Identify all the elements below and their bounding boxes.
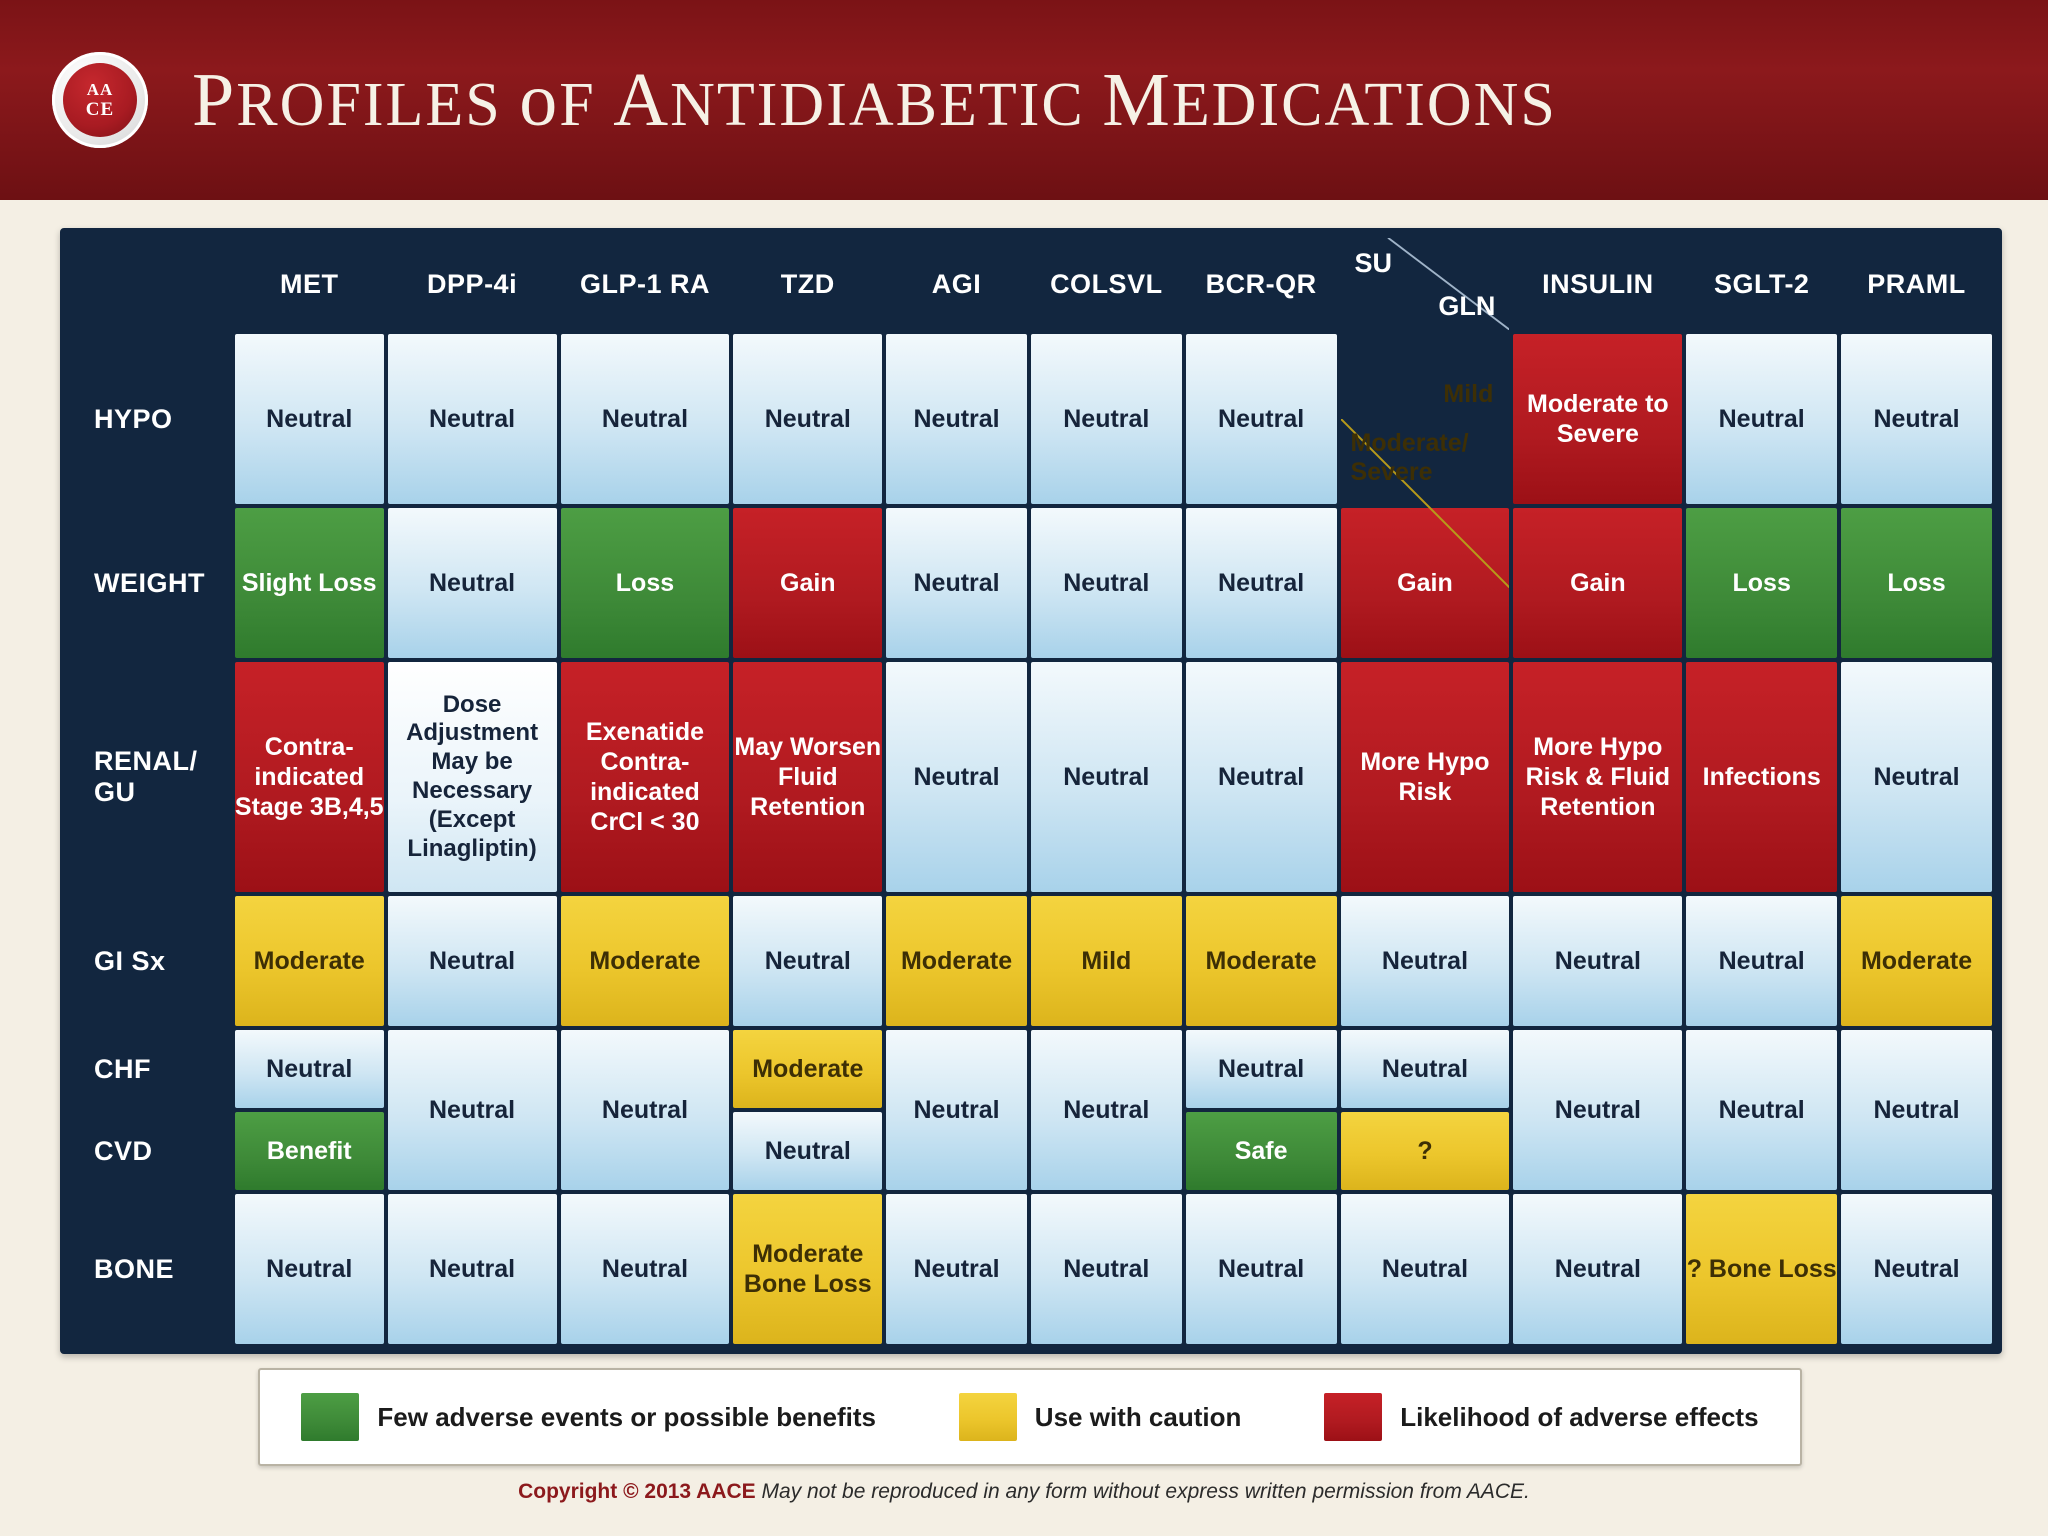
cell-chf-tzd: Moderate (733, 1030, 882, 1108)
legend-label-yellow: Use with caution (1034, 1401, 1242, 1432)
cell-chf-bcrqr: Neutral (1186, 1030, 1337, 1108)
cell-weight-tzd: Gain (733, 508, 882, 658)
table-row (70, 1030, 1992, 1108)
row-header-renal-gu: RENAL/ GU (70, 662, 231, 892)
cell-hypo-tzd: Neutral (733, 334, 882, 504)
cell-gi-sglt2: Neutral (1686, 896, 1837, 1026)
table-row (70, 896, 1992, 1026)
cell-gi-praml: Moderate (1841, 896, 1992, 1026)
cell-hypo-agi: Neutral (886, 334, 1027, 504)
cell-weight-glp1ra: Loss (561, 508, 730, 658)
cell-chf-cvd-praml: Neutral (1841, 1030, 1992, 1190)
column-header-insulin: INSULIN (1513, 238, 1682, 330)
cell-gi-met: Moderate (235, 896, 384, 1026)
row-header-hypo: HYPO (70, 334, 231, 504)
table-row (70, 1194, 1992, 1344)
cell-renal-bcrqr: Neutral (1186, 662, 1337, 892)
medication-profile-table (60, 228, 2002, 1354)
legend-label-green: Few adverse events or possible benefits (377, 1401, 876, 1432)
cell-gi-tzd: Neutral (733, 896, 882, 1026)
cell-weight-insulin: Gain (1513, 508, 1682, 658)
footer-note: May not be reproduced in any form without express written permission from AACE. (761, 1480, 1530, 1503)
legend-swatch-red-icon (1324, 1393, 1382, 1441)
cell-gi-agi: Moderate (886, 896, 1027, 1026)
legend-swatch-yellow-icon (959, 1393, 1017, 1441)
table-row (70, 508, 1992, 658)
cell-chf-su-gln: Neutral (1341, 1030, 1510, 1108)
cell-hypo-dpp4i: Neutral (388, 334, 557, 504)
cell-hypo-met: Neutral (235, 334, 384, 504)
logo-bottom-text: CE (85, 99, 115, 120)
cell-gi-dpp4i: Neutral (388, 896, 557, 1026)
column-header-colsvl: COLSVL (1031, 238, 1182, 330)
cell-hypo-praml: Neutral (1841, 334, 1992, 504)
legend-item-yellow (959, 1393, 1242, 1441)
cell-weight-bcrqr: Neutral (1186, 508, 1337, 658)
column-header-bcrqr: BCR-QR (1186, 238, 1337, 330)
cell-weight-praml: Loss (1841, 508, 1992, 658)
cell-chf-cvd-agi: Neutral (886, 1030, 1027, 1190)
cell-cvd-tzd: Neutral (733, 1112, 882, 1190)
cell-weight-agi: Neutral (886, 508, 1027, 658)
footer (0, 1480, 2048, 1504)
cell-bone-glp1ra: Neutral (561, 1194, 730, 1344)
cell-chf-cvd-dpp4i: Neutral (388, 1030, 557, 1190)
legend-item-red (1324, 1393, 1758, 1441)
cell-renal-praml: Neutral (1841, 662, 1992, 892)
cell-chf-cvd-glp1ra: Neutral (561, 1030, 730, 1190)
cell-chf-met: Neutral (235, 1030, 384, 1108)
cell-gi-insulin: Neutral (1513, 896, 1682, 1026)
cell-bone-met: Neutral (235, 1194, 384, 1344)
cell-renal-glp1ra: Exenatide Contra-indicated CrCl < 30 (561, 662, 730, 892)
column-header-sglt2: SGLT-2 (1686, 238, 1837, 330)
cell-weight-met: Slight Loss (235, 508, 384, 658)
cell-hypo-sglt2: Neutral (1686, 334, 1837, 504)
aace-logo-inner (63, 63, 137, 137)
cell-gi-su-gln: Neutral (1341, 896, 1510, 1026)
legend-swatch-green-icon (301, 1393, 359, 1441)
cell-renal-sglt2: Infections (1686, 662, 1837, 892)
corner-cell (70, 238, 231, 330)
cell-hypo-bcrqr: Neutral (1186, 334, 1337, 504)
cell-hypo-insulin: Moderate to Severe (1513, 334, 1682, 504)
cell-renal-agi: Neutral (886, 662, 1027, 892)
column-header-gln: GLN (1438, 291, 1496, 321)
cell-bone-su-gln: Neutral (1341, 1194, 1510, 1344)
cell-weight-colsvl: Neutral (1031, 508, 1182, 658)
page-title: PROFILES oF ANTIDIABETIC MEDICATIONS (192, 57, 1557, 142)
table-row (70, 334, 1992, 504)
cell-cvd-met: Benefit (235, 1112, 384, 1190)
row-header-chf: CHF (70, 1030, 231, 1108)
copyright-text: Copyright © 2013 AACE (518, 1480, 756, 1503)
table-row (70, 662, 1992, 892)
cell-chf-cvd-insulin: Neutral (1513, 1030, 1682, 1190)
profile-table (66, 234, 1996, 1348)
cell-bone-sglt2: ? Bone Loss (1686, 1194, 1837, 1344)
cell-renal-colsvl: Neutral (1031, 662, 1182, 892)
column-header-su: SU (1354, 248, 1393, 278)
cell-cvd-su-gln: ? (1341, 1112, 1510, 1190)
column-header-met: MET (235, 238, 384, 330)
page-header (0, 0, 2048, 200)
cell-renal-su-gln: More Hypo Risk (1341, 662, 1510, 892)
logo-top-text: AA (86, 80, 114, 99)
column-header-tzd: TZD (733, 238, 882, 330)
legend-item-green (301, 1393, 876, 1441)
column-header-su-gln (1341, 238, 1510, 330)
column-header-glp1ra: GLP-1 RA (561, 238, 730, 330)
cell-chf-cvd-colsvl: Neutral (1031, 1030, 1182, 1190)
row-header-gi-sx: GI Sx (70, 896, 231, 1026)
cell-weight-sglt2: Loss (1686, 508, 1837, 658)
cell-hypo-su-text: Moderate/ Severe (1350, 429, 1469, 486)
cell-weight-dpp4i: Neutral (388, 508, 557, 658)
column-header-praml: PRAML (1841, 238, 1992, 330)
cell-bone-colsvl: Neutral (1031, 1194, 1182, 1344)
cell-chf-cvd-sglt2: Neutral (1686, 1030, 1837, 1190)
cell-bone-dpp4i: Neutral (388, 1194, 557, 1344)
cell-renal-tzd: May Worsen Fluid Retention (733, 662, 882, 892)
cell-hypo-glp1ra: Neutral (561, 334, 730, 504)
cell-bone-insulin: Neutral (1513, 1194, 1682, 1344)
row-header-cvd: CVD (70, 1112, 231, 1190)
cell-hypo-su-gln (1341, 334, 1510, 504)
aace-logo (52, 52, 148, 148)
cell-bone-praml: Neutral (1841, 1194, 1992, 1344)
row-header-bone: BONE (70, 1194, 231, 1344)
cell-gi-colsvl: Mild (1031, 896, 1182, 1026)
cell-renal-met: Contra-indicated Stage 3B,4,5 (235, 662, 384, 892)
cell-renal-insulin: More Hypo Risk & Fluid Retention (1513, 662, 1682, 892)
column-header-agi: AGI (886, 238, 1027, 330)
cell-bone-tzd: Moderate Bone Loss (733, 1194, 882, 1344)
cell-cvd-bcrqr: Safe (1186, 1112, 1337, 1190)
cell-gi-glp1ra: Moderate (561, 896, 730, 1026)
cell-bone-bcrqr: Neutral (1186, 1194, 1337, 1344)
row-header-weight: WEIGHT (70, 508, 231, 658)
column-header-dpp4i: DPP-4i (388, 238, 557, 330)
cell-gi-bcrqr: Moderate (1186, 896, 1337, 1026)
cell-hypo-gln-text: Mild (1443, 380, 1494, 408)
table-header-row (70, 238, 1992, 330)
cell-bone-agi: Neutral (886, 1194, 1027, 1344)
cell-renal-dpp4i: Dose Adjustment May be Necessary (Except Linagliptin) (388, 662, 557, 892)
cell-hypo-colsvl: Neutral (1031, 334, 1182, 504)
legend (258, 1368, 1802, 1466)
cell-weight-su-gln: Gain (1341, 508, 1510, 658)
legend-label-red: Likelihood of adverse effects (1400, 1401, 1759, 1432)
